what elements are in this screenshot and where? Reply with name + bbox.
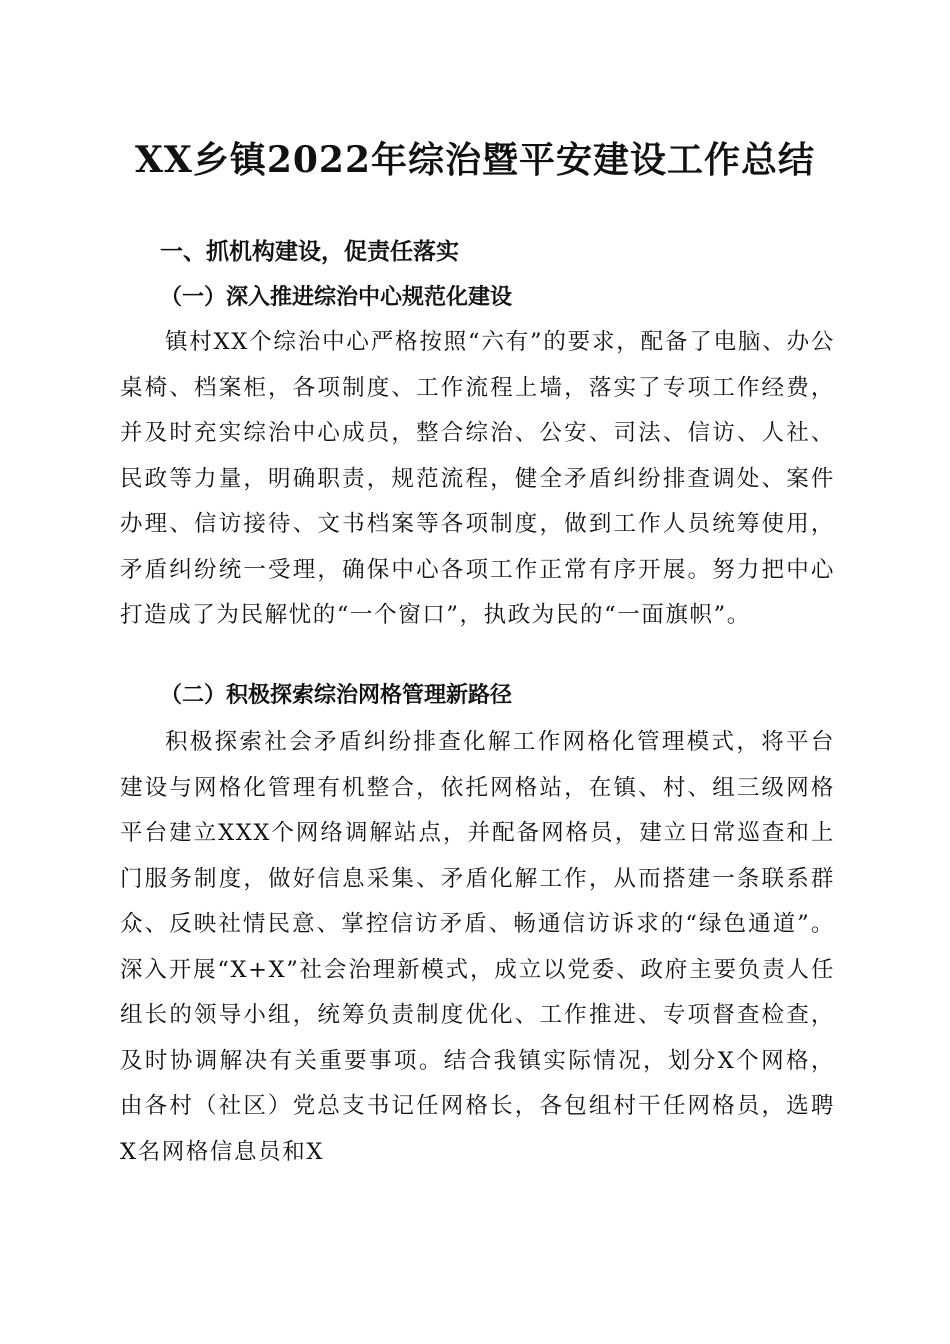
document-title: XX乡镇2022年综治暨平安建设工作总结 — [134, 139, 816, 181]
paragraph-1: 镇村XX个综治中心严格按照“六有”的要求，配备了电脑、办公桌椅、档案柜，各项制度、工作流程上墙，落实了专项工作经费，并及时充实综治中心成员，整合综治、公安、司法、信访、人社、民政等力量，明确职责，规范流程，健全矛盾纠纷排查调处、案件办理、信访接待、文书档案等各项制度，做到工作人员统筹使用，矛盾纠纷统一受理，确保中心各项工作正常有序开展。努力把中心打造成了为民解忧的“一个窗口”，执政为民的“一面旗帜”。 — [120, 329, 835, 628]
subsection-heading-1: （一）深入推进综治中心规范化建设 — [160, 285, 513, 310]
section-heading-1: 一、抓机构建设，促责任落实 — [160, 239, 459, 265]
paragraph-2: 积极探索社会矛盾纠纷排查化解工作网格化管理模式，将平台建设与网格化管理有机整合，依托网格站，在镇、村、组三级网格平台建立XXX个网络调解站点，并配备网格员，建立日常巡查和上门服务制度，做好信息采集、矛盾化解工作，从而搭建一条联系群众、反映社情民意、掌控信访矛盾、畅通信访诉求的“绿色通道”。深入开展“X+X”社会治理新模式，成立以党委、政府主要负责人任组长的领导小组，统筹负责制度优化、工作推进、专项督查检查，及时协调解决有关重要事项。结合我镇实际情况，划分X个网格，由各村（社区）党总支书记任网格长，各包组村干任网格员，选聘X名网格信息员和X — [120, 729, 835, 1165]
subsection-heading-2: （二）积极探索综治网格管理新路径 — [160, 683, 513, 708]
